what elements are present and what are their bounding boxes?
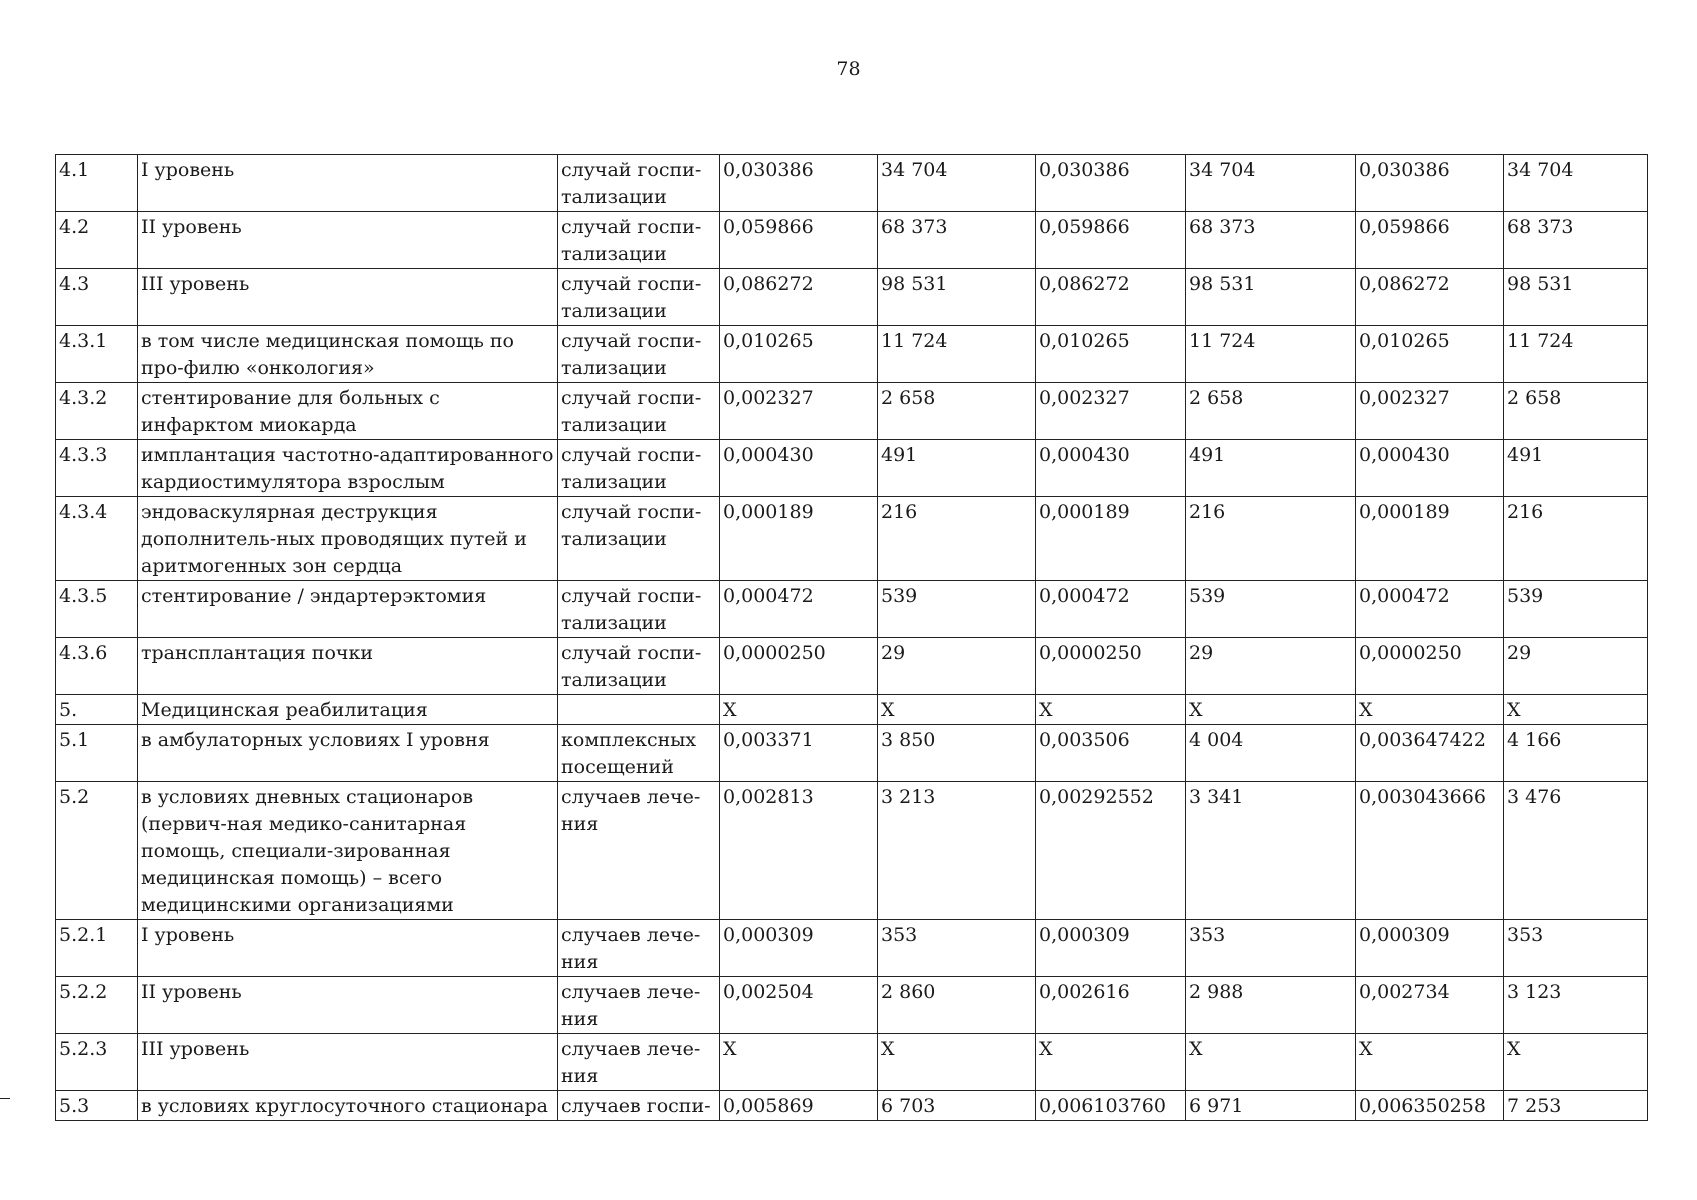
value-cell-4: 29	[1186, 638, 1356, 695]
value-cell-4: 2 988	[1186, 977, 1356, 1034]
row-number-cell: 4.3.1	[56, 326, 138, 383]
value-cell-1: 0,030386	[720, 155, 878, 212]
table-row	[56, 269, 1648, 326]
table-row	[56, 638, 1648, 695]
tariff-table	[55, 154, 1648, 1121]
value-cell-3: 0,000472	[1036, 581, 1186, 638]
table-row	[56, 440, 1648, 497]
value-cell-1: 0,000472	[720, 581, 878, 638]
value-cell-6: 7 253	[1504, 1091, 1648, 1121]
table-row	[56, 212, 1648, 269]
value-cell-6: 29	[1504, 638, 1648, 695]
value-cell-3: 0,059866	[1036, 212, 1186, 269]
row-number-cell: 5.2.2	[56, 977, 138, 1034]
value-cell-3: 0,00292552	[1036, 782, 1186, 920]
table-row	[56, 695, 1648, 725]
row-number-cell: 5.1	[56, 725, 138, 782]
value-cell-4: 353	[1186, 920, 1356, 977]
unit-cell: случай госпи-тализации	[558, 638, 720, 695]
value-cell-4: X	[1186, 695, 1356, 725]
row-number-cell: 4.2	[56, 212, 138, 269]
value-cell-5: 0,059866	[1356, 212, 1504, 269]
value-cell-3: 0,010265	[1036, 326, 1186, 383]
value-cell-1: X	[720, 695, 878, 725]
value-cell-5: 0,003647422	[1356, 725, 1504, 782]
value-cell-4: 34 704	[1186, 155, 1356, 212]
value-cell-4: 539	[1186, 581, 1356, 638]
table-row	[56, 782, 1648, 920]
unit-cell: случаев лече-ния	[558, 1034, 720, 1091]
value-cell-1: 0,002504	[720, 977, 878, 1034]
value-cell-4: 11 724	[1186, 326, 1356, 383]
value-cell-6: 3 123	[1504, 977, 1648, 1034]
value-cell-6: X	[1504, 695, 1648, 725]
row-number-cell: 5.	[56, 695, 138, 725]
value-cell-2: X	[878, 1034, 1036, 1091]
value-cell-2: 2 860	[878, 977, 1036, 1034]
row-name-cell: имплантация частотно-адаптированного кардиостимулятора взрослым	[138, 440, 558, 497]
table-body	[56, 155, 1648, 1121]
value-cell-5: X	[1356, 695, 1504, 725]
value-cell-3: 0,030386	[1036, 155, 1186, 212]
row-name-cell: I уровень	[138, 155, 558, 212]
unit-cell: случаев госпи-	[558, 1091, 720, 1121]
table-row	[56, 581, 1648, 638]
table-row	[56, 1091, 1648, 1121]
value-cell-2: 2 658	[878, 383, 1036, 440]
value-cell-5: 0,086272	[1356, 269, 1504, 326]
value-cell-1: 0,059866	[720, 212, 878, 269]
row-number-cell: 4.1	[56, 155, 138, 212]
value-cell-1: 0,000189	[720, 497, 878, 581]
row-name-cell: трансплантация почки	[138, 638, 558, 695]
unit-cell: случай госпи-тализации	[558, 269, 720, 326]
row-name-cell: II уровень	[138, 977, 558, 1034]
value-cell-1: 0,003371	[720, 725, 878, 782]
value-cell-3: 0,002616	[1036, 977, 1186, 1034]
row-number-cell: 4.3.4	[56, 497, 138, 581]
value-cell-5: 0,003043666	[1356, 782, 1504, 920]
value-cell-2: 3 850	[878, 725, 1036, 782]
value-cell-1: 0,000430	[720, 440, 878, 497]
value-cell-5: 0,002734	[1356, 977, 1504, 1034]
value-cell-2: 68 373	[878, 212, 1036, 269]
value-cell-3: 0,000430	[1036, 440, 1186, 497]
row-name-cell: I уровень	[138, 920, 558, 977]
unit-cell: случай госпи-тализации	[558, 497, 720, 581]
value-cell-1: 0,0000250	[720, 638, 878, 695]
value-cell-4: 216	[1186, 497, 1356, 581]
value-cell-2: X	[878, 695, 1036, 725]
value-cell-1: 0,002327	[720, 383, 878, 440]
value-cell-5: 0,0000250	[1356, 638, 1504, 695]
unit-cell: комплексных посещений	[558, 725, 720, 782]
unit-cell: случай госпи-тализации	[558, 440, 720, 497]
row-name-cell: III уровень	[138, 1034, 558, 1091]
value-cell-2: 3 213	[878, 782, 1036, 920]
row-name-cell: стентирование / эндартерэктомия	[138, 581, 558, 638]
value-cell-3: 0,002327	[1036, 383, 1186, 440]
row-name-cell: в условиях дневных стационаров (первич-ная медико-санитарная помощь, специали-зированная медицинская помощь) – всего медицинскими организациями	[138, 782, 558, 920]
value-cell-2: 6 703	[878, 1091, 1036, 1121]
table-row	[56, 497, 1648, 581]
value-cell-3: X	[1036, 695, 1186, 725]
value-cell-4: X	[1186, 1034, 1356, 1091]
value-cell-4: 68 373	[1186, 212, 1356, 269]
value-cell-6: 491	[1504, 440, 1648, 497]
row-name-cell: эндоваскулярная деструкция дополнитель-ных проводящих путей и аритмогенных зон сердца	[138, 497, 558, 581]
value-cell-6: 3 476	[1504, 782, 1648, 920]
value-cell-5: 0,030386	[1356, 155, 1504, 212]
row-name-cell: в условиях круглосуточного стационара	[138, 1091, 558, 1121]
value-cell-4: 4 004	[1186, 725, 1356, 782]
value-cell-1: 0,010265	[720, 326, 878, 383]
value-cell-6: 98 531	[1504, 269, 1648, 326]
value-cell-5: 0,000189	[1356, 497, 1504, 581]
value-cell-1: 0,002813	[720, 782, 878, 920]
value-cell-1: 0,000309	[720, 920, 878, 977]
value-cell-6: 34 704	[1504, 155, 1648, 212]
value-cell-2: 11 724	[878, 326, 1036, 383]
value-cell-2: 29	[878, 638, 1036, 695]
value-cell-6: 216	[1504, 497, 1648, 581]
value-cell-5: 0,010265	[1356, 326, 1504, 383]
table-row	[56, 1034, 1648, 1091]
value-cell-3: 0,000189	[1036, 497, 1186, 581]
row-name-cell: стентирование для больных с инфарктом миокарда	[138, 383, 558, 440]
value-cell-2: 353	[878, 920, 1036, 977]
row-name-cell: III уровень	[138, 269, 558, 326]
row-number-cell: 4.3.3	[56, 440, 138, 497]
value-cell-2: 491	[878, 440, 1036, 497]
unit-cell: случай госпи-тализации	[558, 326, 720, 383]
value-cell-5: X	[1356, 1034, 1504, 1091]
row-number-cell: 4.3.6	[56, 638, 138, 695]
value-cell-6: 4 166	[1504, 725, 1648, 782]
value-cell-5: 0,002327	[1356, 383, 1504, 440]
row-number-cell: 5.3	[56, 1091, 138, 1121]
unit-cell: случаев лече-ния	[558, 920, 720, 977]
row-name-cell: в амбулаторных условиях I уровня	[138, 725, 558, 782]
unit-cell: случай госпи-тализации	[558, 212, 720, 269]
value-cell-1: 0,086272	[720, 269, 878, 326]
value-cell-6: 11 724	[1504, 326, 1648, 383]
value-cell-1: X	[720, 1034, 878, 1091]
value-cell-6: 353	[1504, 920, 1648, 977]
row-name-cell: в том числе медицинская помощь по про-филю «онкология»	[138, 326, 558, 383]
value-cell-3: 0,000309	[1036, 920, 1186, 977]
row-name-cell: Медицинская реабилитация	[138, 695, 558, 725]
value-cell-3: 0,086272	[1036, 269, 1186, 326]
value-cell-4: 3 341	[1186, 782, 1356, 920]
value-cell-5: 0,006350258	[1356, 1091, 1504, 1121]
value-cell-3: 0,0000250	[1036, 638, 1186, 695]
row-number-cell: 4.3.5	[56, 581, 138, 638]
table-row	[56, 725, 1648, 782]
value-cell-2: 34 704	[878, 155, 1036, 212]
value-cell-2: 539	[878, 581, 1036, 638]
unit-cell: случаев лече-ния	[558, 977, 720, 1034]
value-cell-5: 0,000309	[1356, 920, 1504, 977]
unit-cell: случай госпи-тализации	[558, 581, 720, 638]
value-cell-3: 0,003506	[1036, 725, 1186, 782]
table-row	[56, 920, 1648, 977]
value-cell-6: X	[1504, 1034, 1648, 1091]
row-number-cell: 4.3.2	[56, 383, 138, 440]
page-number: 78	[836, 58, 861, 80]
row-name-cell: II уровень	[138, 212, 558, 269]
table-row	[56, 155, 1648, 212]
value-cell-2: 216	[878, 497, 1036, 581]
unit-cell: случай госпи-тализации	[558, 155, 720, 212]
value-cell-3: 0,006103760	[1036, 1091, 1186, 1121]
row-number-cell: 4.3	[56, 269, 138, 326]
value-cell-6: 68 373	[1504, 212, 1648, 269]
value-cell-3: X	[1036, 1034, 1186, 1091]
value-cell-4: 98 531	[1186, 269, 1356, 326]
table-row	[56, 326, 1648, 383]
value-cell-4: 2 658	[1186, 383, 1356, 440]
unit-cell: случай госпи-тализации	[558, 383, 720, 440]
value-cell-1: 0,005869	[720, 1091, 878, 1121]
unit-cell: случаев лече-ния	[558, 782, 720, 920]
row-number-cell: 5.2.1	[56, 920, 138, 977]
row-number-cell: 5.2.3	[56, 1034, 138, 1091]
table-row	[56, 383, 1648, 440]
value-cell-4: 491	[1186, 440, 1356, 497]
value-cell-6: 2 658	[1504, 383, 1648, 440]
value-cell-5: 0,000430	[1356, 440, 1504, 497]
table-row	[56, 977, 1648, 1034]
value-cell-6: 539	[1504, 581, 1648, 638]
margin-mark	[0, 1098, 10, 1099]
value-cell-2: 98 531	[878, 269, 1036, 326]
row-number-cell: 5.2	[56, 782, 138, 920]
unit-cell	[558, 695, 720, 725]
value-cell-5: 0,000472	[1356, 581, 1504, 638]
value-cell-4: 6 971	[1186, 1091, 1356, 1121]
